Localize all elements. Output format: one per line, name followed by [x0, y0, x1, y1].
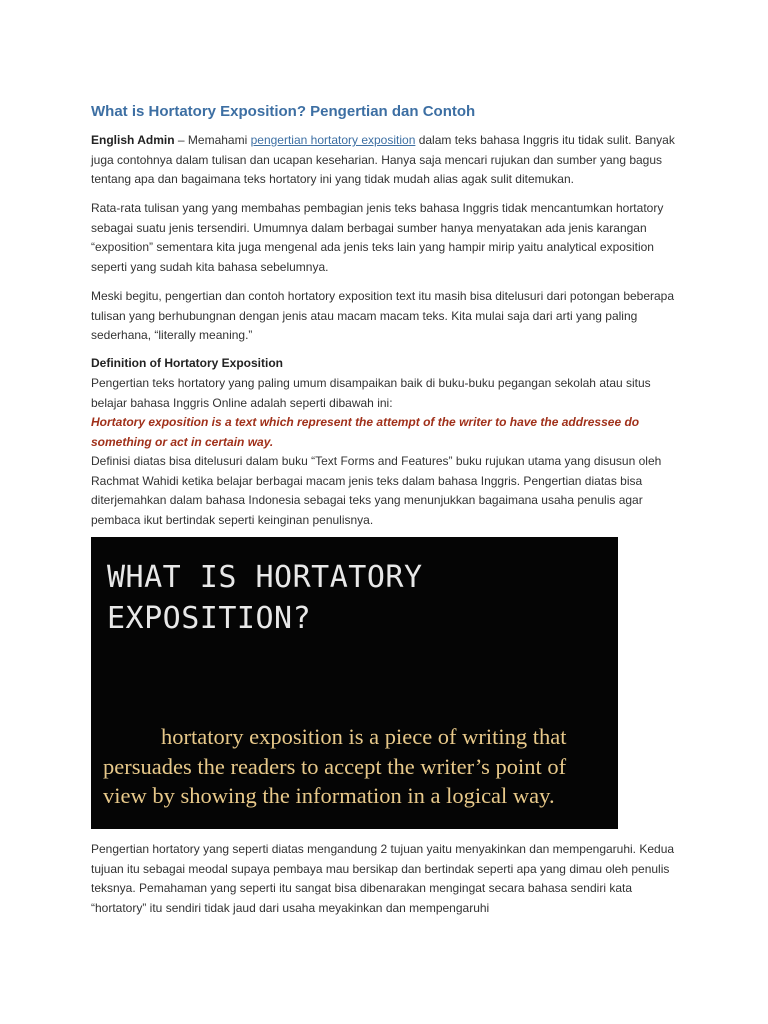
banner-body	[103, 722, 606, 811]
hortatory-exposition-link[interactable]: pengertian hortatory exposition	[250, 133, 416, 147]
banner-title-line-2: EXPOSITION?	[107, 601, 312, 636]
intro-paragraph	[91, 131, 681, 190]
banner-title	[107, 557, 423, 639]
definition-explanation: Definisi diatas bisa ditelusuri dalam buku “Text Forms and Features” buku rujukan utama yang disusun oleh Rachmat Wahidi ketika belajar berbagai macam jenis teks dalam bahasa Inggris. Pengertian diatas bisa diterjemahkan dalam bahasa Indonesia sebagai teks yang menunjukkan bagaimana usaha penulis agar pembaca ikut bertindak seperti keinginan penulisnya.	[91, 454, 662, 527]
definition-intro: Pengertian teks hortatory yang paling umum disampaikan baik di buku-buku pegangan sekolah atau situs belajar bahasa Inggris Online adalah seperti dibawah ini:	[91, 376, 651, 410]
banner-body-line-3: view by showing the information in a logical way.	[103, 783, 555, 808]
banner-body-line-2: persuades the readers to accept the writer’s point of	[103, 753, 567, 779]
paragraph-after-image: Pengertian hortatory yang seperti diatas mengandung 2 tujuan yaitu menyakinkan dan mempengaruhi. Kedua tujuan itu sebagai meodal supaya pembaya mau bersikap dan bertindak seperti apa yang dimau oleh penulis teksnya. Pemahaman yang seperti itu sangat bisa dibenarakan mengingat secara bahasa sendiri kata “hortatory” itu sendiri tidak jaud dari usaha meyakinkan dan mempengaruhi	[91, 842, 675, 915]
paragraph-2: Rata-rata tulisan yang yang membahas pembagian jenis teks bahasa Inggris tidak mencantumkan hortatory sebagai suatu jenis tersendiri. Umumnya dalam berbagai sumber hanya menyatakan ada jenis karangan “exposition” sementara kita juga mengenal ada jenis teks lain yang hampir mirip yaitu analytical exposition seperti yang sudah kita bahasa sebelumnya.	[91, 201, 664, 274]
intro-dash: – Memahami	[174, 133, 251, 147]
banner-body-line-1: hortatory exposition is a piece of writing that	[161, 724, 567, 749]
article-title: What is Hortatory Exposition? Pengertian dan Contoh	[91, 103, 476, 120]
banner-title-line-1: WHAT IS HORTATORY	[107, 560, 423, 595]
intro-rest: dalam teks bahasa Inggris itu tidak sulit. Banyak juga contohnya dalam tulisan dan ucapan keseharian. Hanya saja mencari rujukan dan sumber yang bagus tentang apa dan bagaimana teks hortatory ini yang tidak mudah alias agak sulit ditemukan.	[91, 133, 675, 186]
author-name: English Admin	[91, 133, 175, 147]
definition-quote: Hortatory exposition is a text which represent the attempt of the writer to have the addressee do something or act in certain way.	[91, 415, 640, 449]
definition-heading: Definition of Hortatory Exposition	[91, 356, 283, 370]
paragraph-3: Meski begitu, pengertian dan contoh hortatory exposition text itu masih bisa ditelusuri dari potongan beberapa tulisan yang berhubungnan dengan jenis atau macam macam teks. Kita mulai saja dari arti yang paling sederhana, “literally meaning.”	[91, 289, 675, 342]
hortatory-banner-image	[91, 537, 618, 829]
